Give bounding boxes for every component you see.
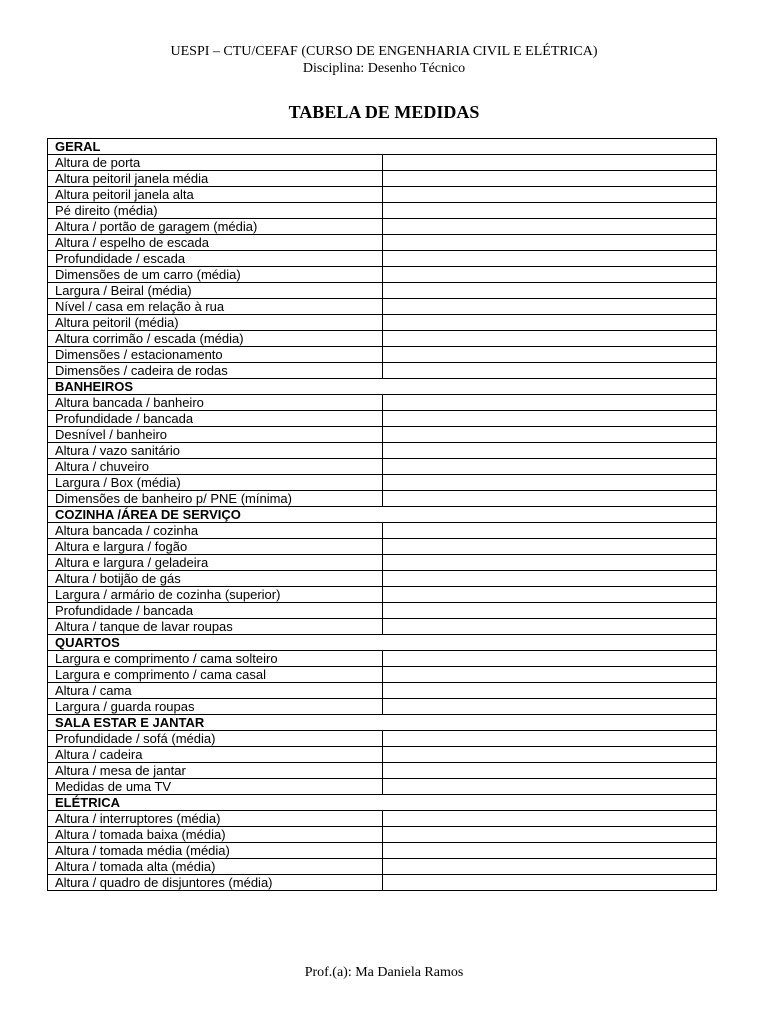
measurement-value-cell[interactable] — [382, 571, 717, 587]
table-row — [48, 331, 717, 347]
table-row — [48, 571, 717, 587]
table-row — [48, 267, 717, 283]
measurement-label: Largura / armário de cozinha (superior) — [48, 587, 383, 603]
table-row — [48, 219, 717, 235]
document-header — [0, 43, 768, 77]
table-row — [48, 603, 717, 619]
page-title: TABELA DE MEDIDAS — [288, 102, 480, 122]
measurement-value-cell[interactable] — [382, 875, 717, 891]
measurement-value-cell[interactable] — [382, 475, 717, 491]
table-row — [48, 699, 717, 715]
table-row — [48, 315, 717, 331]
table-row — [48, 859, 717, 875]
table-row — [48, 299, 717, 315]
table-row — [48, 171, 717, 187]
section-title: SALA ESTAR E JANTAR — [48, 715, 717, 731]
measurement-value-cell[interactable] — [382, 411, 717, 427]
measurement-value-cell[interactable] — [382, 651, 717, 667]
table-row — [48, 875, 717, 891]
measurement-label: Altura corrimão / escada (média) — [48, 331, 383, 347]
section-header-row — [48, 635, 717, 651]
measurement-label: Profundidade / bancada — [48, 411, 383, 427]
measurement-value-cell[interactable] — [382, 443, 717, 459]
measurement-label: Altura / interruptores (média) — [48, 811, 383, 827]
measurements-table — [47, 138, 717, 891]
table-row — [48, 235, 717, 251]
measurement-label: Altura / chuveiro — [48, 459, 383, 475]
table-row — [48, 811, 717, 827]
measurement-value-cell[interactable] — [382, 827, 717, 843]
measurement-label: Profundidade / sofá (média) — [48, 731, 383, 747]
measurement-label: Altura / portão de garagem (média) — [48, 219, 383, 235]
discipline-line: Disciplina: Desenho Técnico — [302, 61, 466, 76]
measurement-label: Altura / quadro de disjuntores (média) — [48, 875, 383, 891]
measurement-label: Profundidade / escada — [48, 251, 383, 267]
measurement-value-cell[interactable] — [382, 251, 717, 267]
measurement-value-cell[interactable] — [382, 523, 717, 539]
section-header-row — [48, 795, 717, 811]
measurement-label: Altura peitoril (média) — [48, 315, 383, 331]
section-title: QUARTOS — [48, 635, 717, 651]
measurement-value-cell[interactable] — [382, 427, 717, 443]
table-row — [48, 459, 717, 475]
table-row — [48, 251, 717, 267]
table-row — [48, 747, 717, 763]
section-header-row — [48, 379, 717, 395]
section-title: ELÉTRICA — [48, 795, 717, 811]
table-row — [48, 155, 717, 171]
table-row — [48, 203, 717, 219]
table-row — [48, 667, 717, 683]
measurement-value-cell[interactable] — [382, 699, 717, 715]
measurement-label: Largura e comprimento / cama solteiro — [48, 651, 383, 667]
measurement-value-cell[interactable] — [382, 299, 717, 315]
measurement-value-cell[interactable] — [382, 683, 717, 699]
measurement-label: Altura / cama — [48, 683, 383, 699]
section-header-row — [48, 715, 717, 731]
table-row — [48, 395, 717, 411]
table-row — [48, 523, 717, 539]
measurement-value-cell[interactable] — [382, 347, 717, 363]
measurement-label: Dimensões / estacionamento — [48, 347, 383, 363]
measurement-label: Altura e largura / geladeira — [48, 555, 383, 571]
measurement-value-cell[interactable] — [382, 587, 717, 603]
measurement-label: Altura peitoril janela média — [48, 171, 383, 187]
section-header-row — [48, 139, 717, 155]
measurement-label: Profundidade / bancada — [48, 603, 383, 619]
measurement-value-cell[interactable] — [382, 747, 717, 763]
measurement-label: Desnível / banheiro — [48, 427, 383, 443]
table-row — [48, 427, 717, 443]
measurement-label: Altura bancada / banheiro — [48, 395, 383, 411]
table-row — [48, 283, 717, 299]
measurement-label: Altura / tomada média (média) — [48, 843, 383, 859]
measurement-label: Altura / espelho de escada — [48, 235, 383, 251]
table-row — [48, 619, 717, 635]
measurement-value-cell[interactable] — [382, 235, 717, 251]
table-row — [48, 779, 717, 795]
section-header-row — [48, 507, 717, 523]
measurement-value-cell[interactable] — [382, 171, 717, 187]
professor-footer: Prof.(a): Ma Daniela Ramos — [304, 965, 464, 980]
table-row — [48, 475, 717, 491]
measurement-value-cell[interactable] — [382, 667, 717, 683]
measurement-value-cell[interactable] — [382, 459, 717, 475]
measurement-label: Altura peitoril janela alta — [48, 187, 383, 203]
measurement-value-cell[interactable] — [382, 187, 717, 203]
measurement-label: Altura de porta — [48, 155, 383, 171]
measurement-value-cell[interactable] — [382, 619, 717, 635]
institution-line: UESPI – CTU/CEFAF (CURSO DE ENGENHARIA CIVIL E ELÉTRICA) — [170, 44, 598, 59]
table-row — [48, 539, 717, 555]
measurement-value-cell[interactable] — [382, 843, 717, 859]
table-row — [48, 363, 717, 379]
table-row — [48, 187, 717, 203]
table-row — [48, 555, 717, 571]
measurement-value-cell[interactable] — [382, 779, 717, 795]
measurement-value-cell[interactable] — [382, 811, 717, 827]
measurement-label: Dimensões / cadeira de rodas — [48, 363, 383, 379]
measurement-value-cell[interactable] — [382, 283, 717, 299]
measurement-value-cell[interactable] — [382, 539, 717, 555]
measurement-label: Altura / cadeira — [48, 747, 383, 763]
measurement-value-cell[interactable] — [382, 315, 717, 331]
measurement-value-cell[interactable] — [382, 363, 717, 379]
table-row — [48, 587, 717, 603]
measurement-label: Largura / guarda roupas — [48, 699, 383, 715]
measurement-value-cell[interactable] — [382, 859, 717, 875]
measurement-value-cell[interactable] — [382, 267, 717, 283]
section-title: BANHEIROS — [48, 379, 717, 395]
measurement-label: Nível / casa em relação à rua — [48, 299, 383, 315]
section-title: COZINHA /ÁREA DE SERVIÇO — [48, 507, 717, 523]
measurement-label: Altura / tomada baixa (média) — [48, 827, 383, 843]
measurement-value-cell[interactable] — [382, 555, 717, 571]
measurement-label: Altura bancada / cozinha — [48, 523, 383, 539]
section-title: GERAL — [48, 139, 717, 155]
measurement-label: Pé direito (média) — [48, 203, 383, 219]
measurement-value-cell[interactable] — [382, 395, 717, 411]
table-row — [48, 843, 717, 859]
measurement-label: Largura e comprimento / cama casal — [48, 667, 383, 683]
measurement-label: Dimensões de banheiro p/ PNE (mínima) — [48, 491, 383, 507]
table-row — [48, 827, 717, 843]
table-row — [48, 443, 717, 459]
measurement-value-cell[interactable] — [382, 763, 717, 779]
measurement-label: Altura / tanque de lavar roupas — [48, 619, 383, 635]
measurement-value-cell[interactable] — [382, 331, 717, 347]
measurement-label: Altura / tomada alta (média) — [48, 859, 383, 875]
table-row — [48, 731, 717, 747]
table-row — [48, 763, 717, 779]
table-row — [48, 347, 717, 363]
measurement-value-cell[interactable] — [382, 491, 717, 507]
measurement-label: Altura / mesa de jantar — [48, 763, 383, 779]
measurement-value-cell[interactable] — [382, 731, 717, 747]
measurement-label: Altura / vazo sanitário — [48, 443, 383, 459]
table-row — [48, 411, 717, 427]
table-row — [48, 491, 717, 507]
table-row — [48, 683, 717, 699]
measurement-label: Largura / Beiral (média) — [48, 283, 383, 299]
table-row — [48, 651, 717, 667]
measurement-label: Altura / botijão de gás — [48, 571, 383, 587]
measurement-label: Dimensões de um carro (média) — [48, 267, 383, 283]
measurement-value-cell[interactable] — [382, 155, 717, 171]
measurement-label: Medidas de uma TV — [48, 779, 383, 795]
measurement-value-cell[interactable] — [382, 203, 717, 219]
measurement-value-cell[interactable] — [382, 603, 717, 619]
measurement-label: Altura e largura / fogão — [48, 539, 383, 555]
measurement-label: Largura / Box (média) — [48, 475, 383, 491]
measurement-value-cell[interactable] — [382, 219, 717, 235]
